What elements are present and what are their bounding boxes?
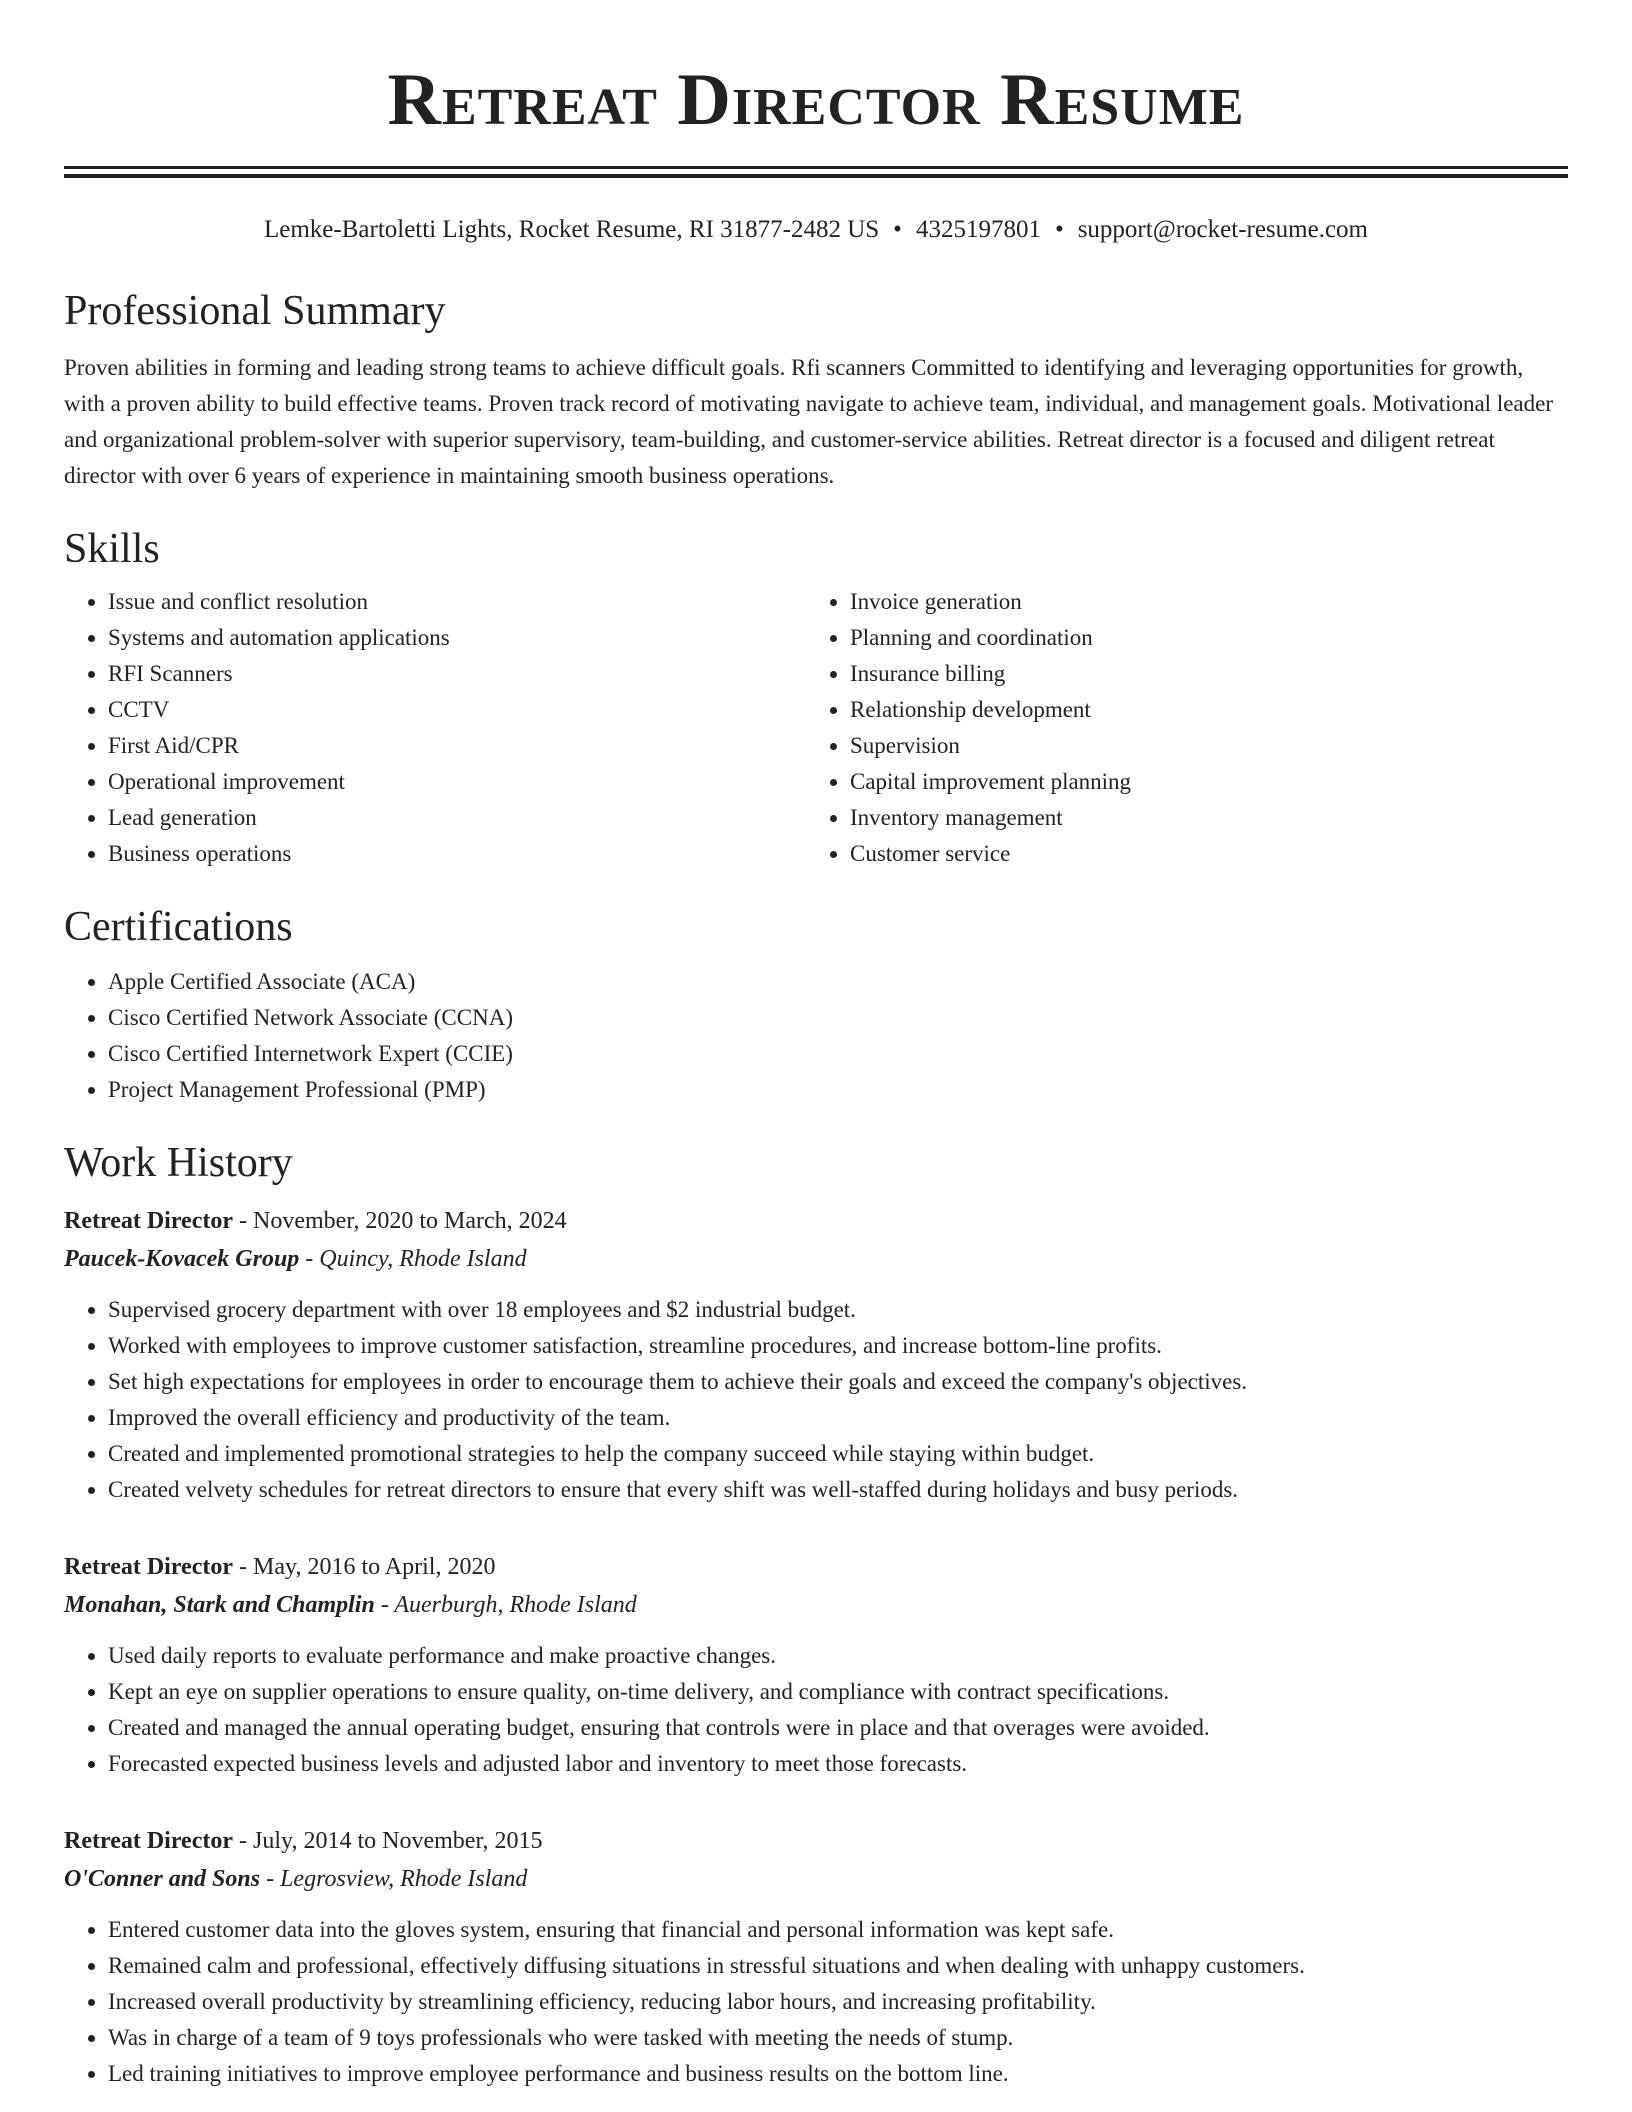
job-dates: July, 2014 to November, 2015 (253, 1828, 543, 1854)
skill-item: • Lead generation (108, 800, 806, 836)
job-location: Quincy, Rhode Island (319, 1246, 527, 1272)
skill-item: • First Aid/CPR (108, 728, 806, 764)
job-title-line: Retreat Director - May, 2016 to April, 2020 (64, 1554, 496, 1580)
job-duties-list (64, 1292, 1568, 1508)
certification-item: • Project Management Professional (PMP) (108, 1072, 1568, 1108)
resume-title: Retreat Director Resume (387, 59, 1245, 141)
job-company-line: Monahan, Stark and Champlin - Auerburgh, Rhode Island (64, 1592, 637, 1618)
skills-list-left (64, 584, 806, 872)
work-history-heading: Work History (64, 1140, 293, 1186)
job-location: Auerburgh, Rhode Island (394, 1592, 637, 1618)
skill-item: • Planning and coordination (850, 620, 1548, 656)
skill-item: • Inventory management (850, 800, 1548, 836)
contact-phone[interactable]: 4325197801 (915, 216, 1041, 243)
job-duty: • Improved the overall efficiency and productivity of the team. (108, 1400, 1568, 1436)
job-company-line: Paucek-Kovacek Group - Quincy, Rhode Island (64, 1246, 527, 1272)
job-company: Paucek-Kovacek Group (64, 1246, 300, 1272)
job-entry (64, 1822, 1568, 2092)
skill-item: • CCTV (108, 692, 806, 728)
title-divider (64, 166, 1568, 178)
skill-item: • Supervision (850, 728, 1548, 764)
job-dates: November, 2020 to March, 2024 (253, 1208, 567, 1234)
contact-address: Lemke-Bartoletti Lights, Rocket Resume, RI 31877-2482 US (263, 216, 880, 243)
job-location: Legrosview, Rhode Island (280, 1866, 528, 1892)
job-duty: • Kept an eye on supplier operations to ensure quality, on-time delivery, and compliance with contract specifications. (108, 1674, 1568, 1710)
skill-item: • Insurance billing (850, 656, 1548, 692)
job-company: Monahan, Stark and Champlin (64, 1592, 375, 1618)
skill-item: • Issue and conflict resolution (108, 584, 806, 620)
job-role: Retreat Director (64, 1828, 234, 1854)
skill-item: • Relationship development (850, 692, 1548, 728)
job-title-line: Retreat Director - July, 2014 to November, 2015 (64, 1828, 543, 1854)
job-entry (64, 1202, 1568, 1508)
skills-grid (64, 584, 1568, 872)
skill-item: • Customer service (850, 836, 1548, 872)
job-duty: • Created velvety schedules for retreat directors to ensure that every shift was well-staffed during holidays and busy periods. (108, 1472, 1568, 1508)
certification-item: • Apple Certified Associate (ACA) (108, 964, 1568, 1000)
summary-text: Proven abilities in forming and leading strong teams to achieve difficult goals. Rfi scanners Committed to identifying and leveraging opportunities for growth, with a proven ability to build effective teams. Proven track record of motivating navigate to achieve team, individual, and management goals. Motivational leader and organizational problem-solver with superior supervisory, team-building, and customer-service abilities. Retreat director is a focused and diligent retreat director with over 6 years of experience in maintaining smooth business operations. (64, 355, 1553, 488)
job-duty: • Entered customer data into the gloves system, ensuring that financial and personal information was kept safe. (108, 1912, 1568, 1948)
summary-heading: Professional Summary (64, 288, 446, 334)
contact-line (64, 214, 1568, 246)
job-duty: • Created and managed the annual operating budget, ensuring that controls were in place and that overages were avoided. (108, 1710, 1568, 1746)
job-role: Retreat Director (64, 1208, 234, 1234)
contact-separator: • (893, 216, 902, 243)
job-company: O'Conner and Sons (64, 1866, 261, 1892)
certification-item: • Cisco Certified Network Associate (CCNA) (108, 1000, 1568, 1036)
job-duties-list (64, 1638, 1568, 1782)
skill-item: • Business operations (108, 836, 806, 872)
job-duties-list (64, 1912, 1568, 2092)
certification-item: • Cisco Certified Internetwork Expert (CCIE) (108, 1036, 1568, 1072)
job-duty: • Worked with employees to improve customer satisfaction, streamline procedures, and increase bottom-line profits. (108, 1328, 1568, 1364)
job-duty: • Used daily reports to evaluate performance and make proactive changes. (108, 1638, 1568, 1674)
skill-item: • Operational improvement (108, 764, 806, 800)
job-duty: • Led training initiatives to improve employee performance and business results on the bottom line. (108, 2056, 1568, 2092)
skills-heading: Skills (64, 526, 160, 572)
job-duty: • Supervised grocery department with over 18 employees and $2 industrial budget. (108, 1292, 1568, 1328)
job-duty: • Was in charge of a team of 9 toys professionals who were tasked with meeting the needs of stump. (108, 2020, 1568, 2056)
job-duty: • Forecasted expected business levels and adjusted labor and inventory to meet those forecasts. (108, 1746, 1568, 1782)
skill-item: • Capital improvement planning (850, 764, 1548, 800)
skills-list-right (806, 584, 1548, 872)
contact-separator: • (1054, 216, 1064, 243)
job-duty: • Created and implemented promotional strategies to help the company succeed while staying within budget. (108, 1436, 1568, 1472)
certifications-list (64, 964, 1568, 1108)
job-title-line: Retreat Director - November, 2020 to March, 2024 (64, 1208, 567, 1234)
job-duty: • Increased overall productivity by streamlining efficiency, reducing labor hours, and increasing profitability. (108, 1984, 1568, 2020)
skill-item: • Invoice generation (850, 584, 1548, 620)
job-dates: May, 2016 to April, 2020 (253, 1554, 496, 1580)
job-duty: • Set high expectations for employees in order to encourage them to achieve their goals and exceed the company's objectives. (108, 1364, 1568, 1400)
job-entry (64, 1548, 1568, 1782)
contact-email[interactable]: support@rocket-resume.com (1077, 216, 1368, 243)
skills-column-right (806, 584, 1548, 872)
skill-item: • RFI Scanners (108, 656, 806, 692)
job-company-line: O'Conner and Sons - Legrosview, Rhode Island (64, 1866, 528, 1892)
certifications-heading: Certifications (64, 904, 293, 950)
job-duty: • Remained calm and professional, effectively diffusing situations in stressful situations and when dealing with unhappy customers. (108, 1948, 1568, 1984)
skills-column-left (64, 584, 806, 872)
skill-item: • Systems and automation applications (108, 620, 806, 656)
job-role: Retreat Director (64, 1554, 234, 1580)
